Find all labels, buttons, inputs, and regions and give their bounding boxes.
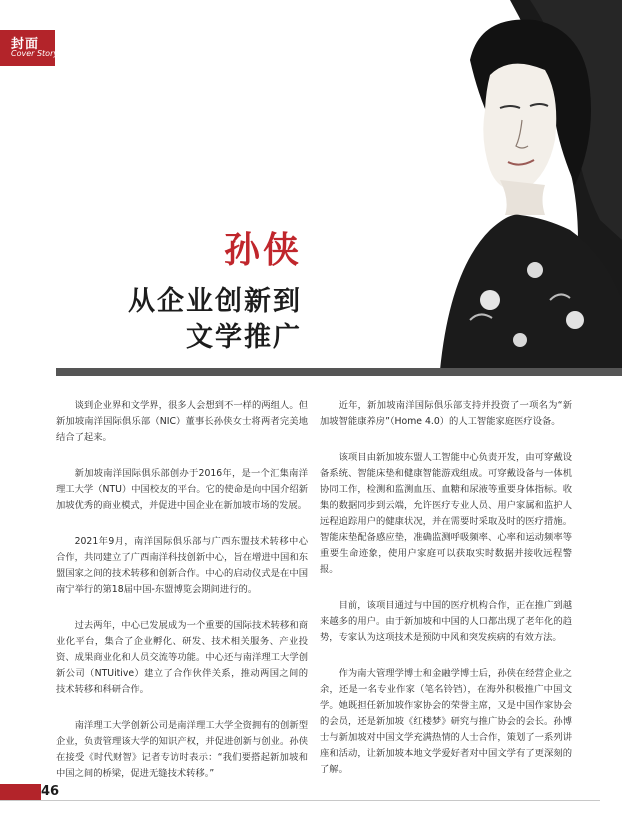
section-tag-en: Cover Story [11, 49, 59, 58]
paragraph: 近年，新加坡南洋国际俱乐部支持并投资了一项名为“新加坡智能康养房”（Home 4.0）的人工智能家庭医疗设备。 [320, 400, 572, 427]
paragraph: 新加坡南洋国际俱乐部创办于2016年，是一个汇集南洋理工大学（NTU）中国校友的平台。它的使命是向中国介绍新加坡优秀的商业模式，并促进中国企业在新加坡市场的发展。 [56, 468, 308, 511]
article-subtitle-line2: 文学推广 [186, 322, 302, 353]
article-subtitle-line1: 从企业创新到 [128, 286, 302, 317]
portrait-image [360, 0, 622, 370]
paragraph: 南洋理工大学创新公司是南洋理工大学全资拥有的创新型企业，负责管理该大学的知识产权，并促进创新与创业。孙侠在接受《时代财智》记者专访时表示：“我们要搭起新加坡和中国之间的桥梁，促进无缝技术转移。” [56, 720, 308, 779]
header-divider [56, 368, 622, 376]
paragraph: 该项目由新加坡东盟人工智能中心负责开发，由可穿戴设备系统、智能床垫和健康智能游戏组成。可穿戴设备与一体机协同工作，检测和监测血压、血糖和尿液等重要身体指标。收集的数据同步到云端，允许医疗专业人员、用户家属和监护人远程追踪用户的健康状况，并在需要时采取及时的医疗措施。智能床垫配备感应垫，准确监测呼吸频率、心率和运动频率等重要生命迹象，使用户家庭可以获取实时数据并接收远程警报。 [320, 452, 572, 575]
paragraph: 2021年9月，南洋国际俱乐部与广西东盟技术转移中心合作，共同建立了广西南洋科技创新中心，旨在增进中国和东盟国家之间的技术转移和创新合作。中心的启动仪式是在中国南宁举行的第18届中国-东盟博览会期间进行的。 [56, 536, 308, 595]
paragraph: 谈到企业界和文学界，很多人会想到不一样的两组人。但新加坡南洋国际俱乐部（NIC）董事长孙侠女士将两者完美地结合了起来。 [56, 400, 308, 443]
article-title-name: 孙侠 [223, 230, 302, 271]
paragraph: 过去两年，中心已发展成为一个重要的国际技术转移和商业化平台，集合了企业孵化、研发、技术相关服务、产业投资、成果商业化和人员交流等功能。中心还与南洋理工大学创新公司（NTUitive）建立了合作伙伴关系，推动两国之间的技术转移和科研合作。 [56, 620, 308, 695]
left-column [56, 398, 308, 802]
right-column [320, 398, 572, 798]
page-number: 46 [41, 784, 60, 799]
section-tag-cn: 封面 [11, 37, 40, 52]
section-tag [0, 30, 59, 66]
page-number-bar [0, 784, 41, 800]
footer-line [0, 800, 600, 801]
paragraph: 作为南大管理学博士和金融学博士后，孙侠在经营企业之余，还是一名专业作家（笔名铃铛），在海外积极推广中国文学。她既担任新加坡作家协会的荣誉主席，又是中国作家协会的会员，还是新加坡《红楼梦》研究与推广协会的会长。孙博士与新加坡对中国文学充满热情的人士合作，策划了一系列讲座和活动，让新加坡本地文学爱好者对中国文学有了更深刻的了解。 [320, 668, 572, 775]
paragraph: 目前，该项目通过与中国的医疗机构合作，正在推广到越来越多的用户。由于新加坡和中国的人口都出现了老年化的趋势，专家认为这项技术是预防中风和突发疾病的有效方法。 [320, 600, 572, 643]
